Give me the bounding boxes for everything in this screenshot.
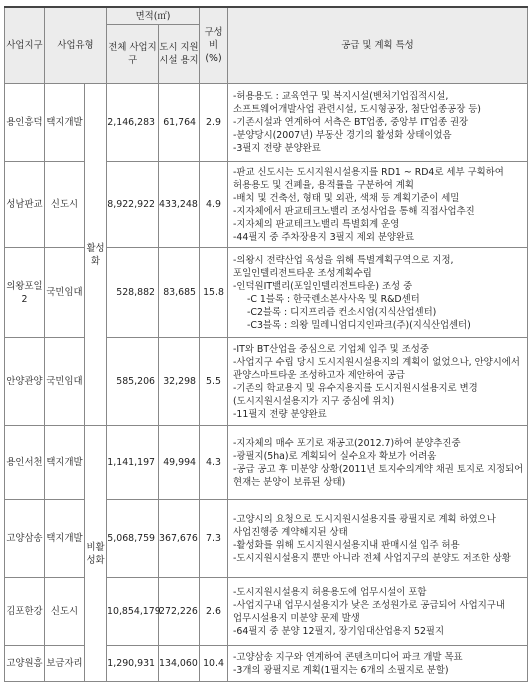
feature-line: -64필지 중 분양 12필지, 장기임대산업용지 52필지	[233, 625, 445, 637]
feature-line: -지자체에서 판교테크노밸리 조성사업을 통해 직접사업추진	[233, 205, 475, 217]
features-cell	[228, 500, 528, 578]
feature-line: -분양당시(2007년) 부동산 경기의 활성화 상태이었음	[233, 130, 452, 141]
total-area-cell: 585,206	[107, 338, 159, 426]
feature-line: -3필지 전량 분양완료	[233, 143, 321, 154]
table-row	[5, 162, 528, 248]
feature-line: -C3블록 : 의왕 밀레니엄디지인파크(주)(지식산업센터)	[247, 319, 471, 331]
feature-line: -도시지원시설용지 허용용도에 업무시설이 포함	[233, 586, 427, 598]
feature-line: -C 1블록 : 한국렌소본사사옥 및 R&D센터	[247, 293, 420, 305]
feature-line: -고양시의 요청으로 도시지원시설용지를 광필지로 계획 하였으나 사업진행중 계약해지된 상태	[233, 513, 496, 538]
feature-line: -의왕시 전략산업 육성을 위해 특별계획구역으로 지정, 포일인텔리전트타운 조성계획수립	[233, 254, 454, 279]
feature-line: -고양삼송 지구와 연계하여 콘텐츠미디어 파크 개발 목표	[233, 651, 463, 663]
feature-line: -지자체의 판교테크노밸리 특별회계 운영	[233, 218, 400, 230]
support-area-cell: 272,226	[159, 578, 200, 646]
ratio-cell: 4.3	[200, 426, 228, 500]
type-cell: 보금자리	[45, 646, 85, 682]
feature-line: -사업지구 수립 당시 도시지원시설용지의 계획이 없었으나, 안양시에서 관양스마트타운 조성하고자 제안하여 공급	[233, 356, 520, 381]
ratio-cell: 2.9	[200, 84, 228, 162]
features-cell	[228, 578, 528, 646]
feature-line: -사업지구내 업무시설용지가 낮은 조성원가로 공급되어 사업지구내 업무시설용지 미분양 문제 발생	[233, 599, 505, 624]
ratio-cell: 15.8	[200, 248, 228, 338]
feature-line: -IT와 BT산업을 중심으로 기업체 입주 및 조성중	[233, 343, 429, 355]
header-ratio: 구성비 (%)	[200, 7, 228, 84]
ratio-cell: 5.5	[200, 338, 228, 426]
table-row	[5, 578, 528, 646]
table-row	[5, 646, 528, 682]
feature-line: -인덕원IT밸리(포일인텔리전트타운) 조성 중	[233, 280, 413, 292]
features-cell	[228, 338, 528, 426]
total-area-cell: 1,290,931	[107, 646, 159, 682]
header-area: 면적(㎡)	[107, 7, 200, 25]
type-cell: 택지개발	[45, 500, 85, 578]
region-cell: 고양삼송	[5, 500, 45, 578]
type-cell: 택지개발	[45, 84, 85, 162]
region-cell: 김포한강	[5, 578, 45, 646]
ratio-cell: 7.3	[200, 500, 228, 578]
region-cell: 용인서천	[5, 426, 45, 500]
group-active: 활성화	[85, 84, 107, 426]
type-cell: 국민임대	[45, 248, 85, 338]
feature-line: -기존시설과 연계하여 서측은 BT업종, 중앙부 IT업종 권장	[233, 117, 469, 128]
type-cell: 국민임대	[45, 338, 85, 426]
region-cell: 고양원흥	[5, 646, 45, 682]
support-area-cell: 32,298	[159, 338, 200, 426]
features-cell	[228, 646, 528, 682]
region-cell: 의왕포일2	[5, 248, 45, 338]
region-cell: 안양관양	[5, 338, 45, 426]
total-area-cell: 8,922,922	[107, 162, 159, 248]
type-cell: 신도시	[45, 578, 85, 646]
header-features: 공급 및 계획 특성	[228, 7, 528, 84]
total-area-cell: 5,068,759	[107, 500, 159, 578]
features-cell	[228, 84, 528, 162]
feature-line: -기존의 학교용지 및 유수지용지를 도시지원시설용지로 변경(도시지원시설용지가 지구 중심에 위치)	[233, 382, 478, 407]
total-area-cell: 2,146,283	[107, 84, 159, 162]
table-row	[5, 338, 528, 426]
support-area-cell: 61,764	[159, 84, 200, 162]
region-cell: 용인흥덕	[5, 84, 45, 162]
region-cell: 성남판교	[5, 162, 45, 248]
land-use-table	[4, 6, 528, 682]
feature-line: -C2블록 : 디지프리즘 컨소시엄(지식산업센터)	[247, 306, 437, 318]
header-region: 사업지구	[5, 7, 45, 84]
total-area-cell: 1,141,197	[107, 426, 159, 500]
table-row	[5, 500, 528, 578]
feature-line: -활성화를 위해 도시지원시설용지내 판매시설 입주 허용	[233, 539, 460, 551]
support-area-cell: 367,676	[159, 500, 200, 578]
table-row	[5, 426, 528, 500]
feature-line: -배치 및 건축선, 형태 및 외관, 색채 등 계획기준이 세밀	[233, 192, 460, 204]
support-area-cell: 83,685	[159, 248, 200, 338]
header-support-area: 도시 지원 시설 용지	[159, 25, 200, 84]
feature-line: -도시지원시설용지 뿐만 아니라 전체 사업지구의 분양도 저조한 상황	[233, 552, 511, 564]
table-row	[5, 84, 528, 162]
ratio-cell: 4.9	[200, 162, 228, 248]
features-cell	[228, 248, 528, 338]
group-inactive: 비활성화	[85, 426, 107, 682]
total-area-cell: 10,854,179	[107, 578, 159, 646]
support-area-cell: 134,060	[159, 646, 200, 682]
features-cell	[228, 162, 528, 248]
feature-line: -판교 신도시는 도시지원시설용지를 RD1 ~ RD4로 세부 구획하여 허용용도 및 건폐율, 용적률을 구분하여 계획	[233, 166, 504, 191]
feature-line: -11필지 전량 분양완료	[233, 408, 327, 420]
ratio-cell: 10.4	[200, 646, 228, 682]
feature-line: -3개의 광필지로 계획(1필지는 6개의 소필지로 분할)	[233, 664, 449, 676]
support-area-cell: 433,248	[159, 162, 200, 248]
type-cell: 택지개발	[45, 426, 85, 500]
features-cell	[228, 426, 528, 500]
header-total-area: 전체 사업지구	[107, 25, 159, 84]
feature-line: -광필지(5ha)로 계획되어 실수요자 확보가 어려움	[233, 450, 437, 462]
type-cell: 신도시	[45, 162, 85, 248]
total-area-cell: 528,882	[107, 248, 159, 338]
support-area-cell: 49,994	[159, 426, 200, 500]
table-row	[5, 248, 528, 338]
feature-line: -허용용도 : 교육연구 및 복지시설(벤처기업집적시설, 소프트웨어개발사업 관련시설, 도시형공장, 첨단업종공장 등)	[233, 91, 481, 115]
ratio-cell: 2.6	[200, 578, 228, 646]
feature-line: -공급 공고 후 미분양 상황(2011년 토지수의계약 채권 토지로 지정되어 현재는 분양이 보류된 상태)	[233, 463, 524, 488]
feature-line: -44필지 중 주차장용지 3필지 제외 분양완료	[233, 231, 415, 243]
header-type: 사업유형	[45, 7, 107, 84]
feature-line: -지자체의 매수 포기로 재공고(2012.7)하여 분양추진중	[233, 437, 461, 449]
